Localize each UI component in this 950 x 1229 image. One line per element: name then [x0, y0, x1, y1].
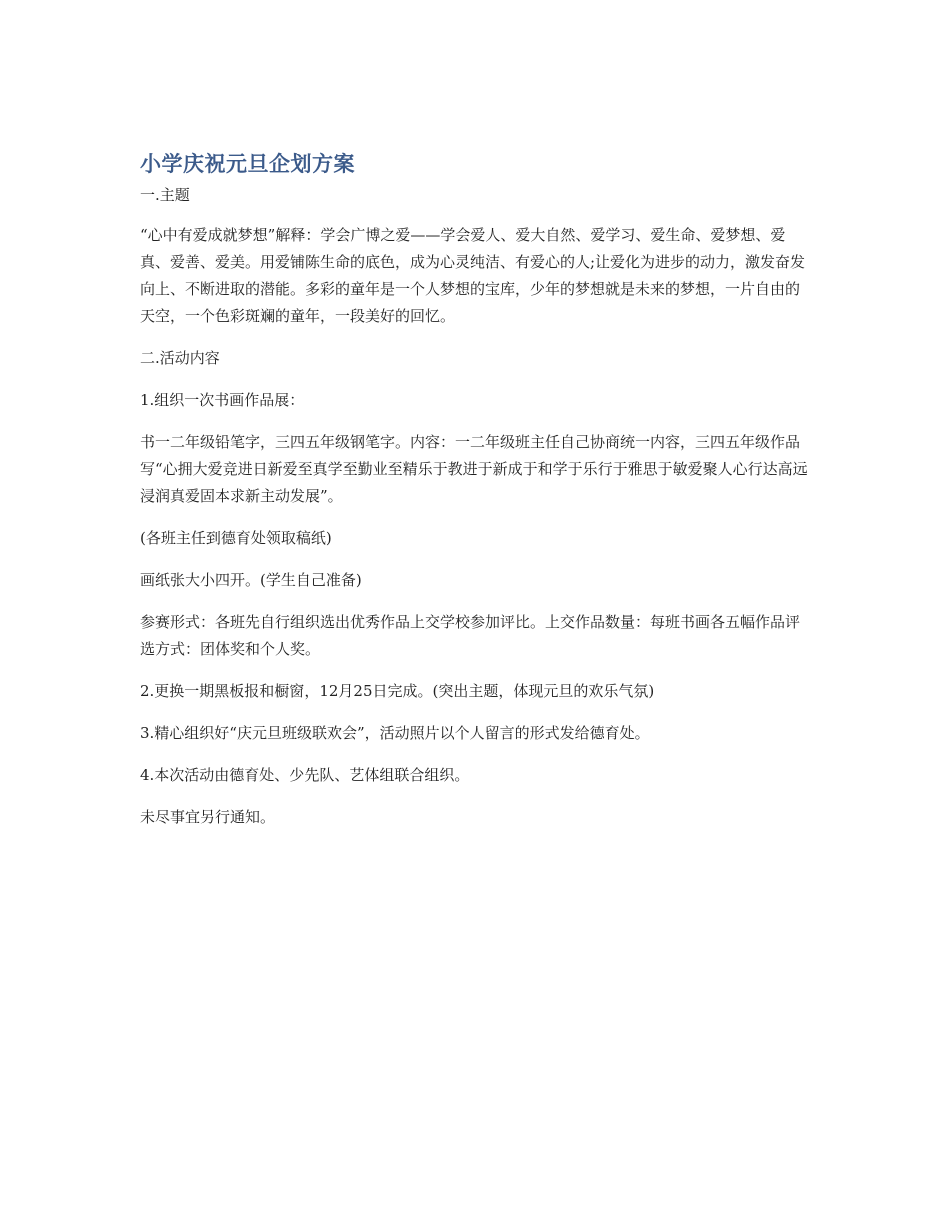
item2-paragraph: 2.更换一期黑板报和橱窗，12月25日完成。(突出主题，体现元旦的欢乐气氛) [140, 682, 655, 700]
item1-note-size: 画纸张大小四开。(学生自己准备) [140, 571, 362, 589]
document-title: 小学庆祝元旦企划方案 [140, 152, 355, 176]
item1-heading: 1.组织一次书画作品展： [140, 391, 305, 409]
section-heading-theme: 一.主题 [140, 186, 190, 204]
document-page [140, 148, 812, 846]
item1-note-paper: (各班主任到德育处领取稿纸) [140, 529, 332, 547]
item4-paragraph: 4.本次活动由德育处、少先队、艺体组联合组织。 [140, 766, 470, 784]
item1-format: 参赛形式：各班先自行组织选出优秀作品上交学校参加评比。上交作品数量：每班书画各五幅作品评选方式：团体奖和个人奖。 [140, 613, 801, 658]
item1-detail: 书一二年级铅笔字，三四五年级钢笔字。内容：一二年级班主任自己协商统一内容，三四五年级作品写“心拥大爱竞进日新爱至真学至勤业至精乐于教进于新成于和学于乐行于雅思于敏爱聚人心行达高远浸润真爱固本求新主动发展”。 [140, 433, 808, 505]
item3-paragraph: 3.精心组织好“庆元旦班级联欢会”，活动照片以个人留言的形式发给德育处。 [140, 724, 650, 742]
section-heading-activities: 二.活动内容 [140, 349, 220, 367]
theme-paragraph: “心中有爱成就梦想”解释：学会广博之爱——学会爱人、爱大自然、爱学习、爱生命、爱梦想、爱真、爱善、爱美。用爱铺陈生命的底色，成为心灵纯洁、有爱心的人;让爱化为进步的动力，激发奋发向上、不断进取的潜能。多彩的童年是一个人梦想的宝库，少年的梦想就是未来的梦想，一片自由的天空，一个色彩斑斓的童年，一段美好的回忆。 [140, 226, 806, 325]
closing-note: 未尽事宜另行通知。 [140, 808, 276, 826]
